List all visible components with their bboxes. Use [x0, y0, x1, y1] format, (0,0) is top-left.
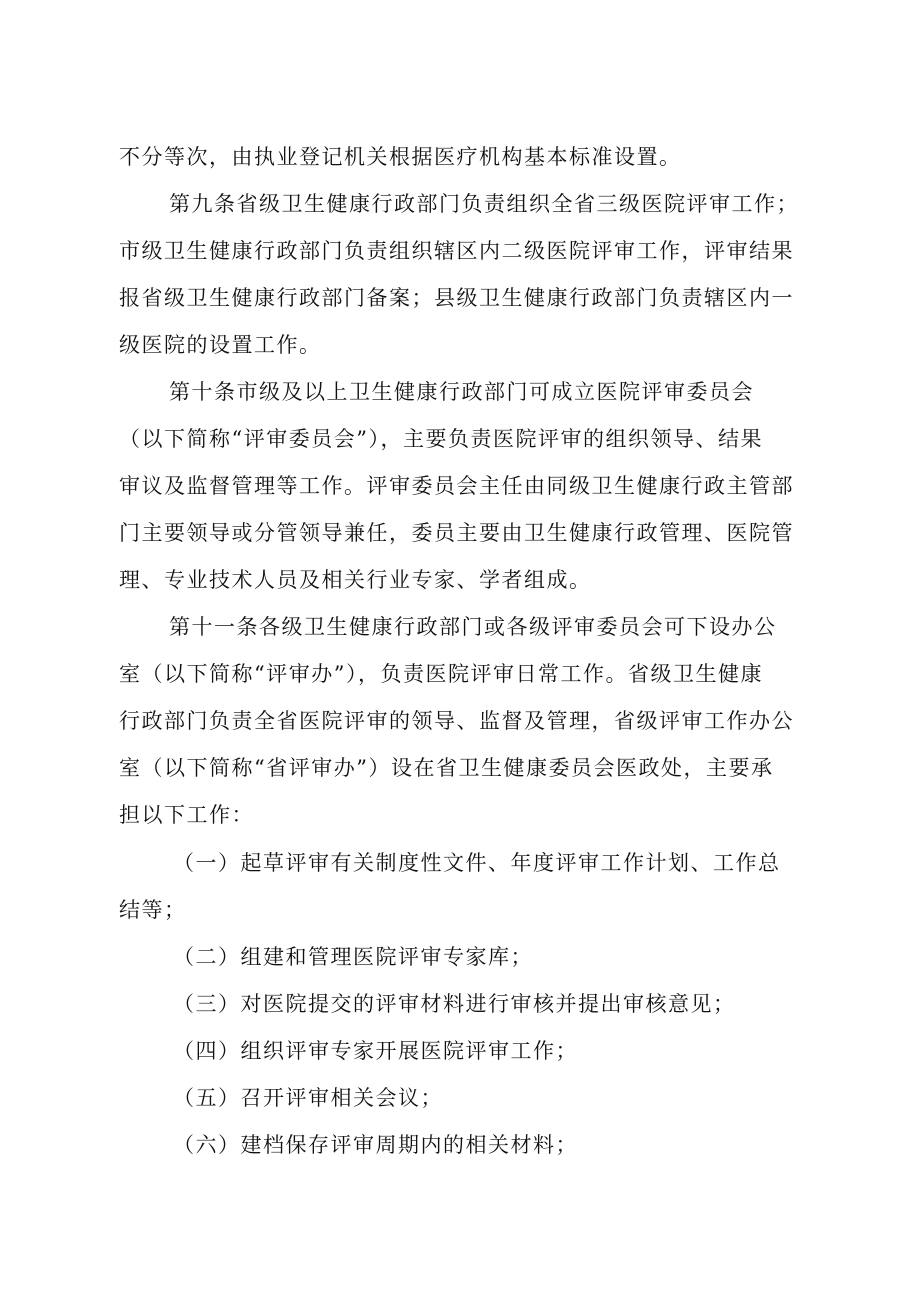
article-9-first-line: 第九条省级卫生健康行政部门负责组织全省三级医院评审工作；: [169, 192, 799, 216]
list-item-2: （二）组建和管理医院评审专家库；: [173, 945, 533, 969]
text-line: 担以下工作：: [119, 803, 254, 827]
article-11-first-line: 第十一条各级卫生健康行政部门或各级评审委员会可下设办公: [169, 615, 777, 639]
text-line: 结等；: [119, 898, 187, 922]
text-line: （以下简称“评审委员会”），主要负责医院评审的组织领导、结果: [119, 427, 763, 451]
article-10-first-line: 第十条市级及以上卫生健康行政部门可成立医院评审委员会: [169, 380, 754, 404]
text-line: 理、专业技术人员及相关行业专家、学者组成。: [119, 568, 592, 592]
text-line: 市级卫生健康行政部门负责组织辖区内二级医院评审工作，评审结果: [119, 239, 794, 263]
list-item-1: （一）起草评审有关制度性文件、年度评审工作计划、工作总: [173, 851, 781, 875]
list-item-5: （五）召开评审相关会议；: [173, 1086, 443, 1110]
text-line: 报省级卫生健康行政部门备案；县级卫生健康行政部门负责辖区内一: [119, 286, 794, 310]
text-line: 不分等次，由执业登记机关根据医疗机构基本标准设置。: [119, 145, 682, 169]
text-line: 室（以下简称“评审办”），负责医院评审日常工作。省级卫生健康: [119, 662, 763, 686]
text-line: 审议及监督管理等工作。评审委员会主任由同级卫生健康行政主管部: [119, 474, 794, 498]
list-item-4: （四）组织评审专家开展医院评审工作；: [173, 1039, 578, 1063]
list-item-3: （三）对医院提交的评审材料进行审核并提出审核意见；: [173, 992, 736, 1016]
list-item-6: （六）建档保存评审周期内的相关材料；: [173, 1133, 578, 1157]
text-line: 室（以下简称“省评审办”）设在省卫生健康委员会医政处，主要承: [119, 756, 774, 780]
text-line: 行政部门负责全省医院评审的领导、监督及管理，省级评审工作办公: [119, 709, 794, 733]
text-line: 级医院的设置工作。: [119, 333, 322, 357]
text-line: 门主要领导或分管领导兼任，委员主要由卫生健康行政管理、医院管: [119, 521, 794, 545]
